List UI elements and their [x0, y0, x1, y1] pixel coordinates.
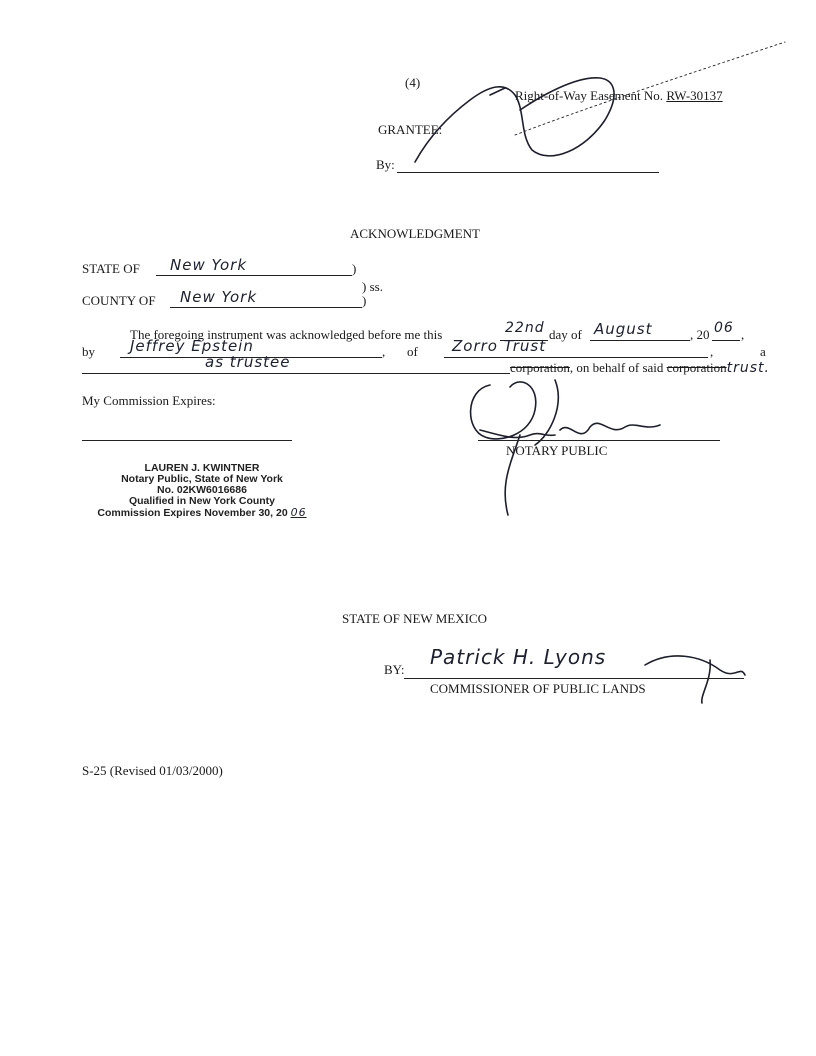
- commissioner-signature: Patrick H. Lyons: [430, 645, 607, 669]
- page-number: (4): [405, 75, 421, 90]
- grantee-signature: [410, 40, 790, 170]
- by-label: by: [82, 344, 95, 359]
- stamp-name: LAUREN J. KWINTNER: [144, 462, 260, 474]
- trust-value: trust.: [726, 360, 770, 376]
- county-label: COUNTY OF: [82, 293, 156, 308]
- commission-line: [82, 440, 292, 441]
- entity-comma: ,: [710, 344, 714, 359]
- month-line: [590, 340, 690, 341]
- month-value: August: [594, 320, 653, 338]
- commissioner-label: COMMISSIONER OF PUBLIC LANDS: [430, 681, 646, 696]
- stamp-line-4: Commission Expires November 30, 20: [97, 507, 288, 519]
- day-of-label: day of: [549, 327, 582, 342]
- capacity-value: as trustee: [205, 353, 291, 371]
- state-value: New York: [170, 256, 248, 274]
- year-prefix: , 20: [690, 327, 710, 342]
- county-paren: ): [362, 293, 367, 308]
- commissioner-signature-flourish: [640, 645, 750, 705]
- a-label: a: [760, 344, 766, 359]
- stamp-year: 06: [290, 506, 307, 519]
- state-paren: ): [352, 261, 357, 276]
- corporation-strike-1: corporation: [510, 360, 570, 375]
- person-comma: ,: [382, 344, 386, 359]
- commission-label: My Commission Expires:: [82, 393, 216, 408]
- grantee-by-label: By:: [376, 157, 395, 172]
- grantee-signature-line: [397, 172, 659, 173]
- stamp-line-1: Notary Public, State of New York: [121, 473, 283, 485]
- entity-value: Zorro Trust: [452, 337, 547, 355]
- form-number: S-25 (Revised 01/03/2000): [82, 763, 223, 778]
- person-value: Jeffrey Epstein: [130, 337, 254, 355]
- notary-stamp: [82, 463, 322, 519]
- notary-public-label: NOTARY PUBLIC: [506, 443, 608, 458]
- commissioner-line: [404, 678, 744, 679]
- grantee-label: GRANTEE:: [378, 122, 443, 137]
- ss-label: ) ss.: [362, 279, 383, 294]
- day-value: 22nd: [505, 320, 545, 336]
- of-label: of: [407, 344, 418, 359]
- acknowledgment-heading: ACKNOWLEDGMENT: [350, 226, 480, 241]
- easement-number: RW-30137: [666, 88, 723, 103]
- behalf-clause: [510, 360, 770, 376]
- stamp-line-3: Qualified in New York County: [128, 495, 276, 507]
- county-value: New York: [180, 288, 258, 306]
- ack-sentence-start: The foregoing instrument was acknowledged before me this: [130, 327, 443, 342]
- year-line: [712, 340, 740, 341]
- entity-line: [444, 357, 708, 358]
- corporation-strike-2: corporation: [666, 360, 727, 375]
- state-line: [156, 275, 352, 276]
- on-behalf-text: , on behalf of said: [569, 360, 664, 375]
- year-value: 06: [714, 320, 734, 336]
- year-period: ,: [741, 327, 745, 342]
- stamp-line-2: No. 02KW6016686: [157, 484, 247, 496]
- county-line: [170, 307, 362, 308]
- easement-label-text: Right-of-Way Easement No.: [515, 88, 664, 103]
- state-label: STATE OF: [82, 261, 140, 276]
- stamp-line-4-wrap: [82, 507, 322, 519]
- state-block-title: STATE OF NEW MEXICO: [342, 611, 487, 626]
- notary-signature-line: [478, 440, 720, 441]
- state-block-by-label: BY:: [384, 662, 405, 677]
- capacity-line: [82, 373, 510, 374]
